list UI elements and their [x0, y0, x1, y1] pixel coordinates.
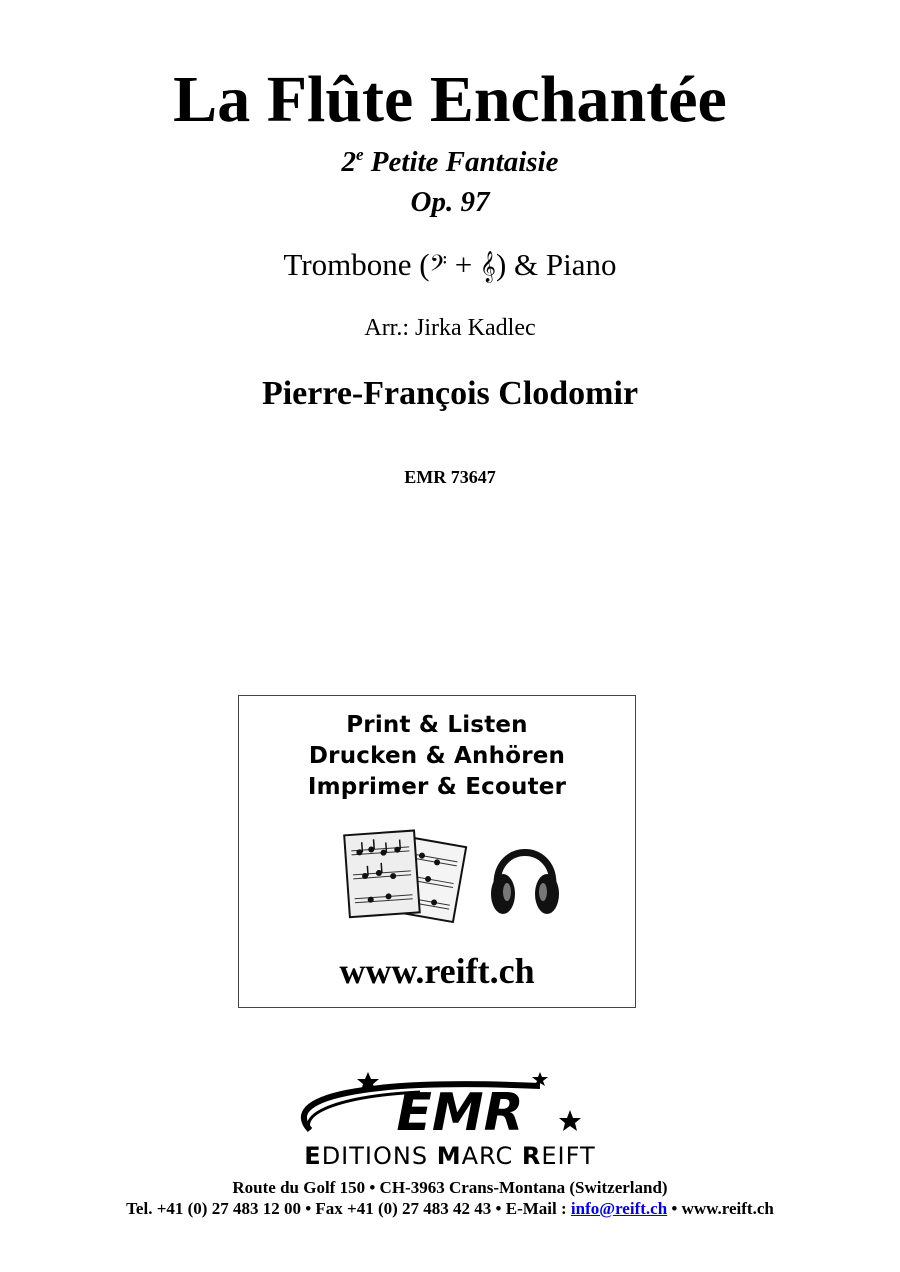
contact-website: • www.reift.ch — [667, 1199, 774, 1218]
sheet-music-icon — [344, 830, 466, 922]
subtitle-text: Petite Fantaisie — [363, 146, 559, 178]
publisher-initial-e: E — [304, 1142, 322, 1170]
contact-phone-fax: Tel. +41 (0) 27 483 12 00 • Fax +41 (0) 27 483 42 43 • E-Mail : — [126, 1199, 571, 1218]
publisher-word-editions: DITIONS — [321, 1142, 437, 1170]
email-link[interactable]: info@reift.ch — [570, 1199, 668, 1218]
promo-line-german: Drucken & Anhören — [308, 743, 566, 769]
instrumentation-after: ) & Piano — [495, 247, 617, 282]
promo-url: www.reift.ch — [339, 951, 535, 991]
subtitle-number: 2 — [341, 146, 356, 178]
publisher-initial-m: M — [436, 1142, 462, 1170]
publisher-address: Route du Golf 150 • CH-3963 Crans-Montana (Switzerland) — [232, 1178, 668, 1197]
catalog-code: EMR 73647 — [404, 467, 496, 487]
opus-number: Op. 97 — [410, 186, 490, 218]
arranger: Arr.: Jirka Kadlec — [364, 315, 536, 341]
bass-clef-icon: 𝄢 — [429, 251, 447, 282]
publisher-word-marc: ARC — [461, 1142, 522, 1170]
subtitle — [0, 146, 900, 178]
star-icon — [559, 1110, 581, 1131]
logo-emr-text: EMR — [396, 1083, 524, 1143]
promo-line-english: Print & Listen — [346, 712, 528, 738]
publisher-initial-r: R — [521, 1142, 542, 1170]
promo-line-french: Imprimer & Ecouter — [307, 774, 567, 800]
promo-lines — [239, 710, 635, 803]
composer: Pierre-François Clodomir — [261, 375, 639, 412]
title: La Flûte Enchantée — [173, 63, 727, 136]
print-listen-box — [238, 695, 636, 1008]
promo-art — [339, 824, 569, 924]
instrumentation-plus: + — [446, 247, 480, 282]
publisher-word-reift: EIFT — [541, 1142, 596, 1170]
instrumentation-before: Trombone ( — [283, 247, 430, 282]
publisher-name — [0, 1142, 900, 1170]
subtitle-superscript: e — [356, 145, 364, 164]
instrumentation — [0, 246, 900, 286]
publisher-contact — [0, 1199, 900, 1219]
treble-clef-icon: 𝄞 — [479, 251, 496, 282]
headphones-icon — [491, 853, 559, 915]
